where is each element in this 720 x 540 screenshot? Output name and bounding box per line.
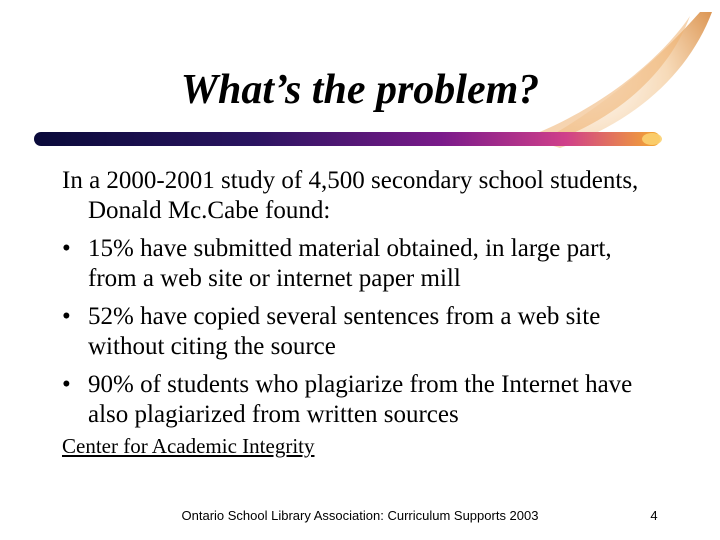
- page-number: 4: [650, 508, 658, 523]
- footer-text: Ontario School Library Association: Curriculum Supports 2003: [181, 508, 539, 523]
- bullet-text: 15% have submitted material obtained, in large part, from a web site or internet paper mill: [88, 235, 612, 292]
- bullet-text: 52% have copied several sentences from a web site without citing the source: [88, 303, 601, 360]
- bullet-icon: •: [62, 235, 71, 262]
- slide-body: [62, 166, 662, 430]
- center-for-academic-integrity-link[interactable]: Center for Academic Integrity: [62, 434, 315, 458]
- list-item: [62, 370, 662, 430]
- bullet-icon: •: [62, 371, 71, 398]
- bullet-text: 90% of students who plagiarize from the Internet have also plagiarized from written sources: [88, 371, 633, 428]
- list-item: [62, 302, 662, 362]
- slide-title: What’s the problem?: [180, 67, 540, 113]
- list-item: [62, 234, 662, 294]
- intro-text: In a 2000-2001 study of 4,500 secondary school students, Donald Mc.Cabe found:: [62, 167, 639, 224]
- bullet-list: [62, 234, 662, 430]
- slide-footer: [0, 506, 720, 528]
- bullet-icon: •: [62, 303, 71, 330]
